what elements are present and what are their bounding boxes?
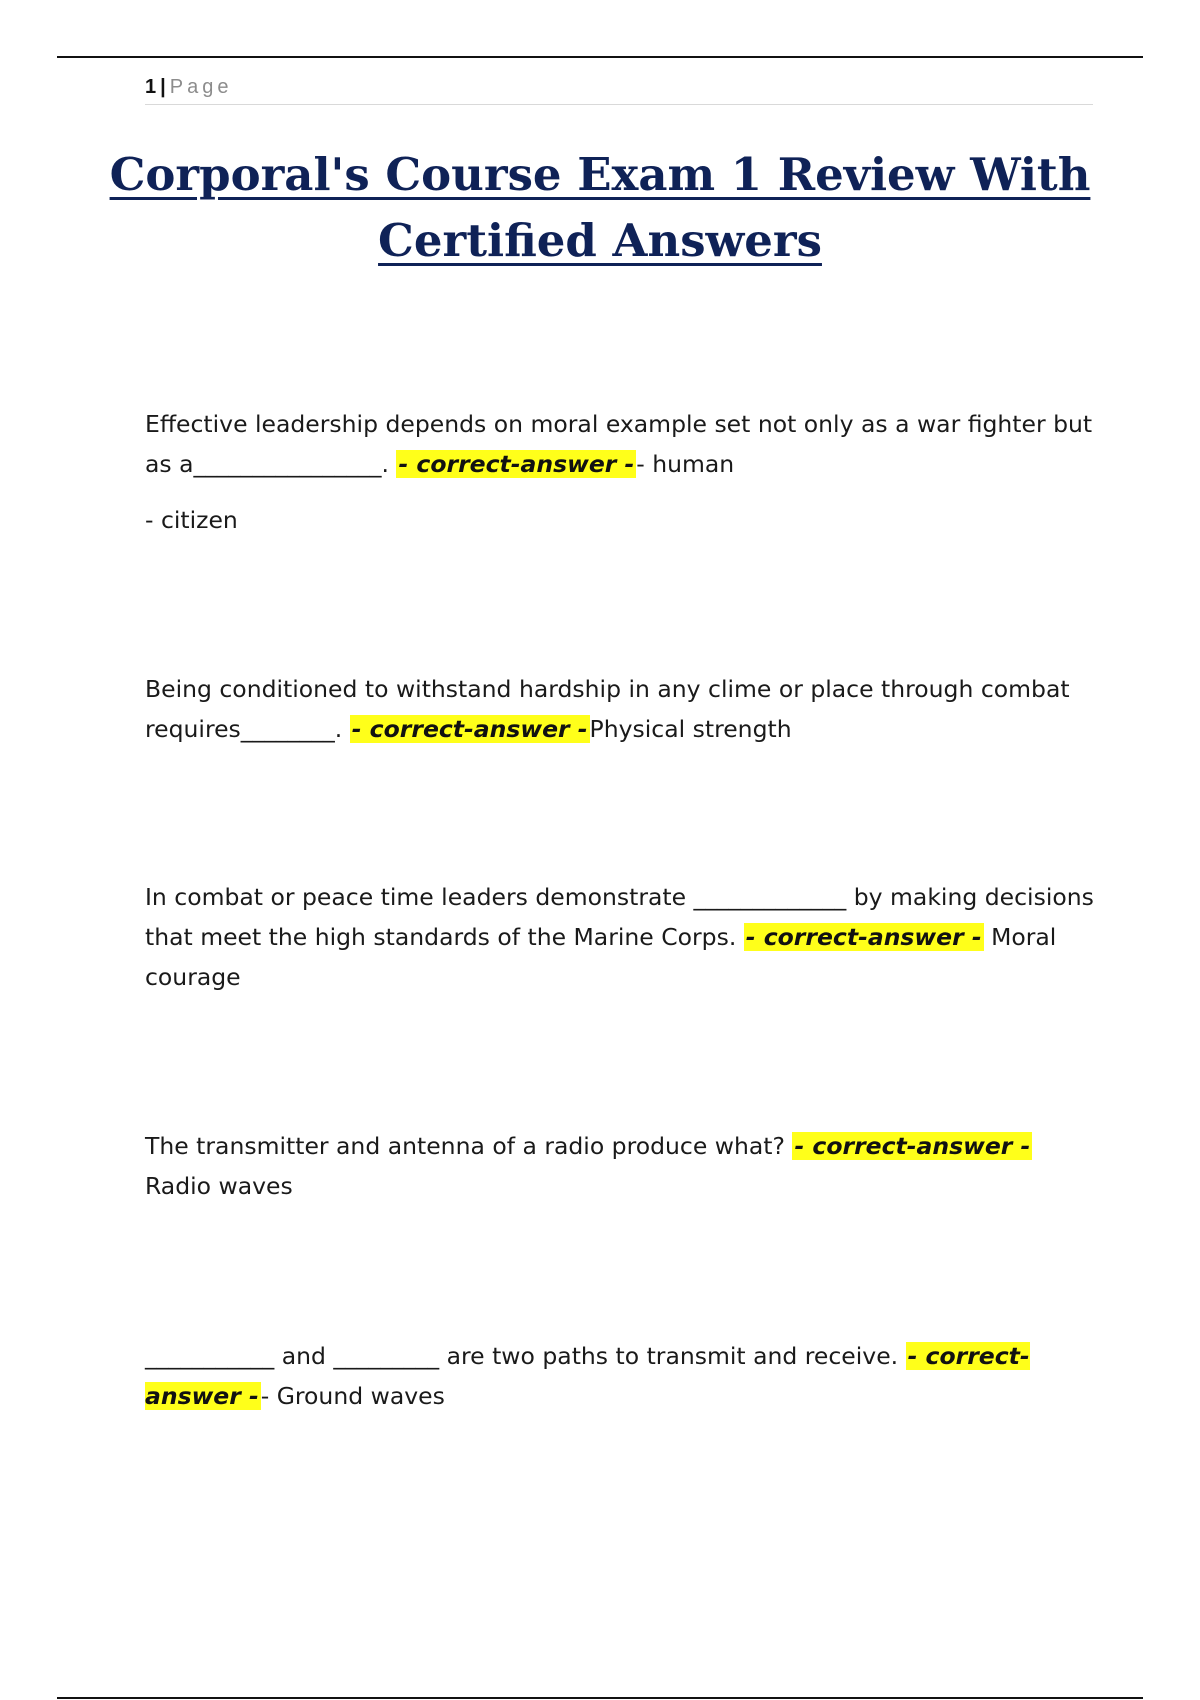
qa-item-1-answer-marker: - correct-answer - — [398, 450, 635, 478]
page-header — [145, 74, 1093, 105]
qa-item-2-question: Being conditioned to withstand hardship in any clime or place through combat requires________. — [145, 675, 1070, 743]
bottom-border-line — [57, 1697, 1143, 1699]
qa-item-1-line — [145, 404, 1095, 484]
qa-item-4-answer: Radio waves — [145, 1172, 293, 1200]
qa-item-4 — [145, 1126, 1095, 1206]
qa-item-2-answer-marker: - correct-answer - — [351, 715, 588, 743]
qa-item-4-line — [145, 1126, 1095, 1206]
qa-item-3 — [145, 877, 1095, 997]
qa-item-2-answer: Physical strength — [589, 715, 792, 743]
qa-item-3-question: In combat or peace time leaders demonstrate _____________ by making decisions that meet the high standards of the Marine Corps. — [145, 883, 1094, 951]
qa-item-2 — [145, 669, 1095, 749]
qa-item-5-answer: - Ground waves — [260, 1382, 445, 1410]
qa-item-5-question: ___________ and _________ are two paths to transmit and receive. — [145, 1342, 899, 1370]
qa-item-5-line — [145, 1336, 1095, 1416]
qa-item-1-answer: - human — [636, 450, 735, 478]
qa-item-1 — [145, 404, 1095, 540]
qa-item-5-answer-marker: - correct-answer - — [145, 1342, 1030, 1410]
qa-item-4-question: The transmitter and antenna of a radio produce what? — [145, 1132, 785, 1160]
qa-item-2-line — [145, 669, 1095, 749]
page-label: Page — [169, 76, 233, 98]
document-title-text: Corporal's Course Exam 1 Review With Certified Answers — [109, 148, 1091, 267]
qa-item-4-answer-marker: - correct-answer - — [794, 1132, 1031, 1160]
top-border-line — [57, 56, 1143, 58]
document-title — [100, 142, 1100, 274]
page-separator: | — [160, 76, 166, 98]
qa-item-3-line — [145, 877, 1095, 997]
qa-item-5 — [145, 1336, 1095, 1416]
qa-item-3-answer-marker: - correct-answer - — [745, 923, 982, 951]
qa-item-1-question: Effective leadership depends on moral example set not only as a war fighter but as a________________. — [145, 410, 1093, 478]
qa-item-3-answer: Moral courage — [145, 923, 1057, 991]
page-number: 1 — [145, 76, 157, 98]
qa-item-1-extra: - citizen — [145, 506, 238, 534]
